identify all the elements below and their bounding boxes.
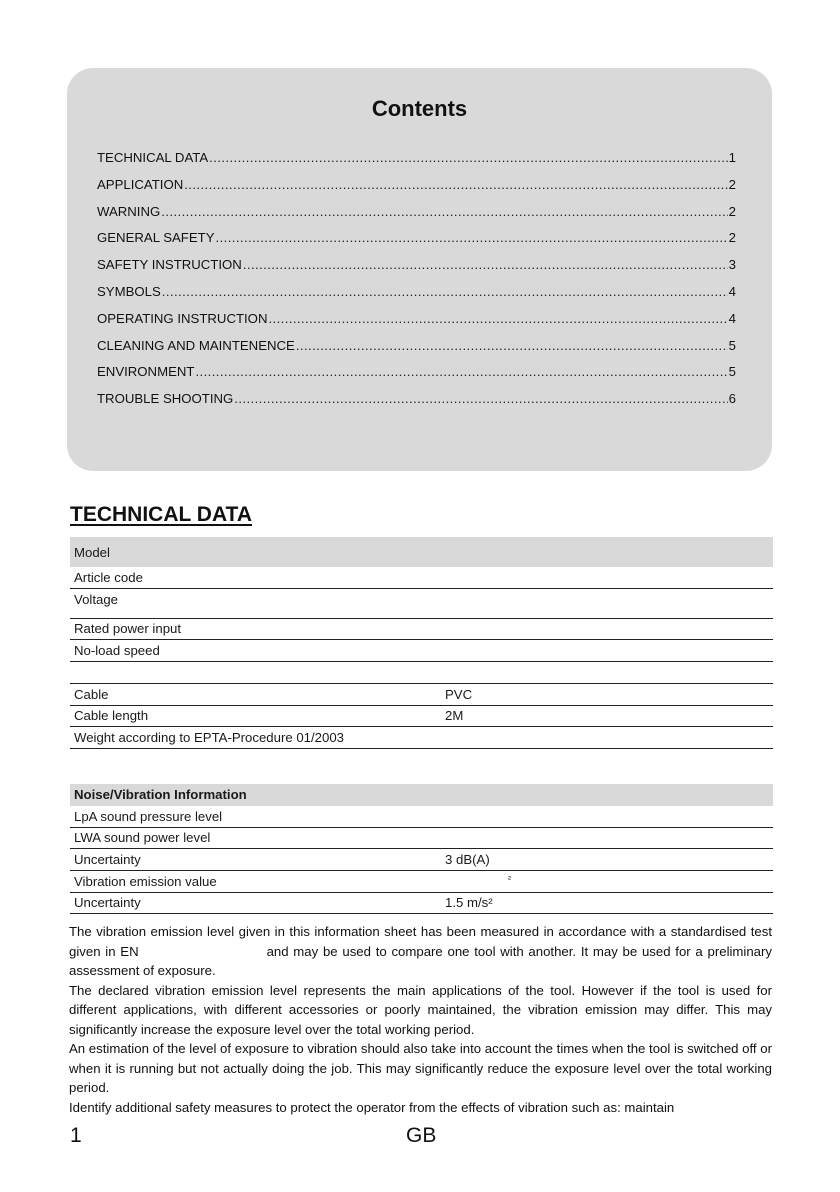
vibration-information-text xyxy=(69,922,776,1117)
toc-entry-page: 5 xyxy=(728,364,736,380)
spec-key: LWA sound power level xyxy=(74,830,211,845)
toc-entry-page: 4 xyxy=(728,310,736,326)
toc-entry-label: APPLICATION xyxy=(97,176,184,192)
table-row xyxy=(70,619,773,640)
table-row xyxy=(70,806,773,828)
table-row xyxy=(70,849,773,871)
toc-entry-label: SAFETY INSTRUCTION xyxy=(97,257,242,273)
contents-list xyxy=(97,150,736,418)
contents-title: Contents xyxy=(371,96,468,121)
table-row xyxy=(70,640,773,662)
toc-entry xyxy=(97,311,736,338)
paragraph: The declared vibration emission level represents the main applications of the tool. However if the tool is used for different applications, with different accessories or poorly maintained, the vibration emission may differ. This may significantly increase the exposure level over the total working period. xyxy=(69,982,772,1037)
toc-entry-page: 2 xyxy=(728,176,736,192)
noise-vibration-heading: Noise/Vibration Information xyxy=(74,787,247,802)
spec-key: Voltage xyxy=(74,592,118,607)
spec-key: Rated power input xyxy=(74,621,182,636)
toc-entry-page: 6 xyxy=(728,391,736,407)
spec-key: Weight according to EPTA-Procedure 01/2003 xyxy=(74,730,345,745)
table-row xyxy=(70,684,773,706)
toc-entry xyxy=(97,177,736,204)
table-row xyxy=(70,706,773,727)
spec-key: Cable length xyxy=(74,708,149,723)
spec-key: Uncertainty xyxy=(74,895,141,910)
toc-entry xyxy=(97,257,736,284)
toc-entry-label: CLEANING AND MAINTENENCE xyxy=(97,337,295,353)
paragraph: Identify additional safety measures to protect the operator from the effects of vibration such as: maintain xyxy=(69,1099,675,1115)
table-row xyxy=(70,893,773,914)
table-row xyxy=(70,537,773,567)
spec-key: Model xyxy=(74,545,110,560)
toc-entry xyxy=(97,230,736,257)
spec-value: 1.5 m/s² xyxy=(445,895,493,910)
paragraph: An estimation of the level of exposure to vibration should also take into account the times when the tool is switched off or when it is running but not actually doing the job. This may significantly reduce the exposure level over the total working period. xyxy=(69,1041,772,1095)
paragraph: The vibration emission level given in this information sheet has been measured in accordance with a standardised test given in EN and may be used to compare one tool with another. It may be used for a preliminary assessment of exposure. xyxy=(69,924,776,978)
toc-entry-page: 2 xyxy=(728,203,736,219)
spec-key: Article code xyxy=(74,570,143,585)
toc-entry xyxy=(97,204,736,231)
spec-key: Vibration emission value xyxy=(74,874,217,889)
toc-entry xyxy=(97,150,736,177)
table-row xyxy=(70,871,773,893)
toc-entry-label: TECHNICAL DATA xyxy=(97,150,209,165)
toc-entry xyxy=(97,364,736,391)
spec-key: Cable xyxy=(74,687,109,702)
toc-entry-label: GENERAL SAFETY xyxy=(97,230,215,246)
table-row xyxy=(70,727,773,749)
toc-entry xyxy=(97,338,736,365)
spec-key: LpA sound pressure level xyxy=(74,809,223,824)
toc-entry-label: OPERATING INSTRUCTION xyxy=(97,310,268,326)
toc-entry-label: TROUBLE SHOOTING xyxy=(97,391,234,407)
toc-entry xyxy=(97,284,736,311)
technical-data-heading: TECHNICAL DATA xyxy=(70,503,252,526)
table-row xyxy=(70,567,773,589)
toc-entry-label: ENVIRONMENT xyxy=(97,364,195,380)
spec-value: 2M xyxy=(445,708,464,723)
toc-entry-page: 3 xyxy=(728,257,736,273)
page-number: 1 xyxy=(70,1124,82,1147)
spec-value: 3 dB(A) xyxy=(445,852,490,867)
toc-entry-page: 2 xyxy=(728,230,736,246)
spec-value: PVC xyxy=(445,687,473,702)
toc-entry-label: SYMBOLS xyxy=(97,283,161,299)
table-row xyxy=(70,662,773,684)
language-code: GB xyxy=(406,1124,437,1147)
toc-entry xyxy=(97,391,736,418)
contents-box xyxy=(67,68,772,471)
toc-entry-page: 4 xyxy=(728,283,736,299)
table-row xyxy=(70,589,773,619)
toc-entry-label: WARNING xyxy=(97,203,161,219)
spec-key: Uncertainty xyxy=(74,852,141,867)
spec-key: No-load speed xyxy=(74,643,160,658)
table-row xyxy=(70,828,773,849)
toc-entry-page: 1 xyxy=(728,150,736,165)
table-row xyxy=(70,784,773,806)
spec-value: ² xyxy=(508,874,511,884)
toc-entry-page: 5 xyxy=(728,337,736,353)
